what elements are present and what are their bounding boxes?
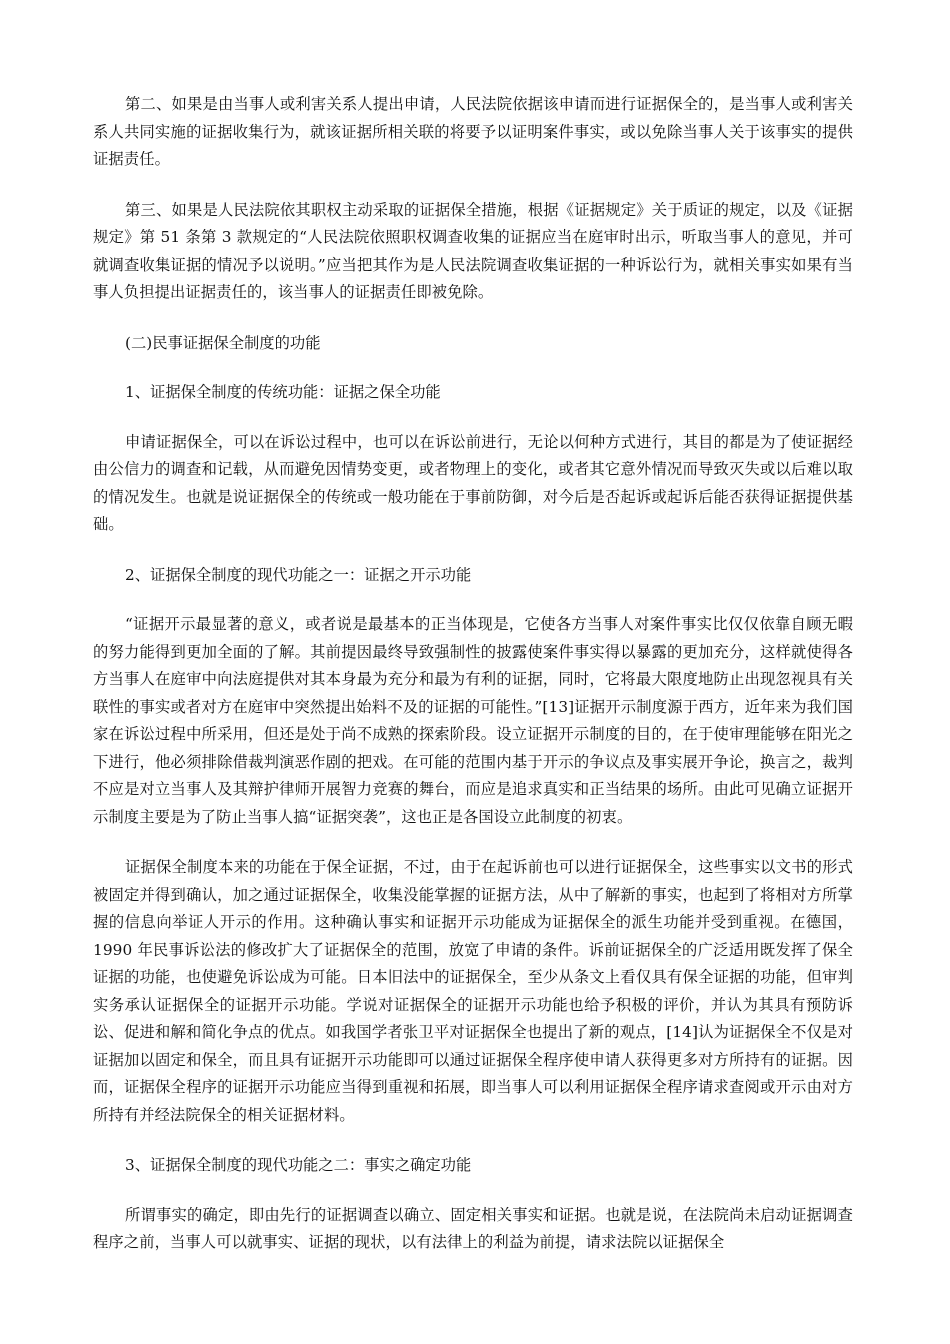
paragraph-disclosure-quote: “证据开示最显著的意义，或者说是最基本的正当体现是，它使各方当事人对案件事实比仅仅依靠自顾无暇的努力能得到更加全面的了解。其前提因最终导致强制性的披露使案件事实得以暴露的更加充分，这样就使得各方当事人在庭审中向法庭提供对其本身最为充分和最为有利的证据，同时，它将最大限度地防止出现忽视具有关联性的事实或者对方在庭审中突然提出始料不及的证据的可能性。”[13]证据开示制度源于西方，近年来为我们国家在诉讼过程中所采用，但还是处于尚不成熟的探索阶段。设立证据开示制度的目的，在于使审理能够在阳光之下进行，他必须排除借裁判演恶作剧的把戏。在可能的范围内基于开示的争议点及事实展开争论，换言之，裁判不应是对立当事人及其辩护律师开展智力竞赛的舞台，而应是追求真实和正当结果的场所。由此可见确立证据开示制度主要是为了防止当事人搞“证据突袭”，这也正是各国设立此制度的初衷。 <box>93 615 853 826</box>
document-body <box>93 91 853 1280</box>
paragraph-preservation-function: 申请证据保全，可以在诉讼过程中，也可以在诉讼前进行，无论以何种方式进行，其目的都是为了使证据经由公信力的调查和记载，从而避免因情势变更，或者物理上的变化，或者其它意外情况而导致灭失或以后难以取的情况发生。也就是说证据保全的传统或一般功能在于事前防御，对今后是否起诉或起诉后能否获得证据提供基础。 <box>93 432 853 533</box>
subheading-fact-determination-function: 3、证据保全制度的现代功能之二：事实之确定功能 <box>125 1156 472 1174</box>
paragraph-fact-determination: 所谓事实的确定，即由先行的证据调查以确立、固定相关事实和证据。也就是说，在法院尚未启动证据调查程序之前，当事人可以就事实、证据的现状，以有法律上的利益为前提，请求法院以证据保全 <box>93 1205 853 1251</box>
paragraph-second-point: 第二、如果是由当事人或利害关系人提出申请，人民法院依据该申请而进行证据保全的，是当事人或利害关系人共同实施的证据收集行为，就该证据所相关联的将要予以证明案件事实，或以免除当事人关于该事实的提供证据责任。 <box>93 95 853 168</box>
paragraph-preservation-derived-function: 证据保全制度本来的功能在于保全证据，不过，由于在起诉前也可以进行证据保全，这些事实以文书的形式被固定并得到确认，加之通过证据保全，收集没能掌握的证据方法，从中了解新的事实，也起到了将相对方所掌握的信息向举证人开示的作用。这种确认事实和证据开示功能成为证据保全的派生功能并受到重视。在德国，1990 年民事诉讼法的修改扩大了证据保全的范围，放宽了申请的条件。诉前证据保全的广泛适用既发挥了保全证据的功能，也使避免诉讼成为可能。日本旧法中的证据保全，至少从条文上看仅具有保全证据的功能，但审判实务承认证据保全的证据开示功能。学说对证据保全的证据开示功能也给予积极的评价，并认为其具有预防诉讼、促进和解和简化争点的优点。如我国学者张卫平对证据保全也提出了新的观点，[14]认为证据保全不仅是对证据加以固定和保全，而且具有证据开示功能即可以通过证据保全程序使申请人获得更多对方所持有的证据。因而，证据保全程序的证据开示功能应当得到重视和拓展，即当事人可以利用证据保全程序请求查阅或开示由对方所持有并经法院保全的相关证据材料。 <box>93 858 853 1124</box>
subheading-traditional-function: 1、证据保全制度的传统功能：证据之保全功能 <box>125 383 441 401</box>
section-heading-functions: (二)民事证据保全制度的功能 <box>125 333 321 352</box>
paragraph-third-point: 第三、如果是人民法院依其职权主动采取的证据保全措施，根据《证据规定》关于质证的规定，以及《证据规定》第 51 条第 3 款规定的“人民法院依照职权调查收集的证据应当在庭审时出示，听取当事人的意见，并可就调查收集证据的情况予以说明。”应当把其作为是人民法院调查收集证据的一种诉讼行为，就相关事实如果有当事人负担提出证据责任的，该当事人的证据责任即被免除。 <box>93 200 853 301</box>
subheading-disclosure-function: 2、证据保全制度的现代功能之一：证据之开示功能 <box>125 565 472 584</box>
